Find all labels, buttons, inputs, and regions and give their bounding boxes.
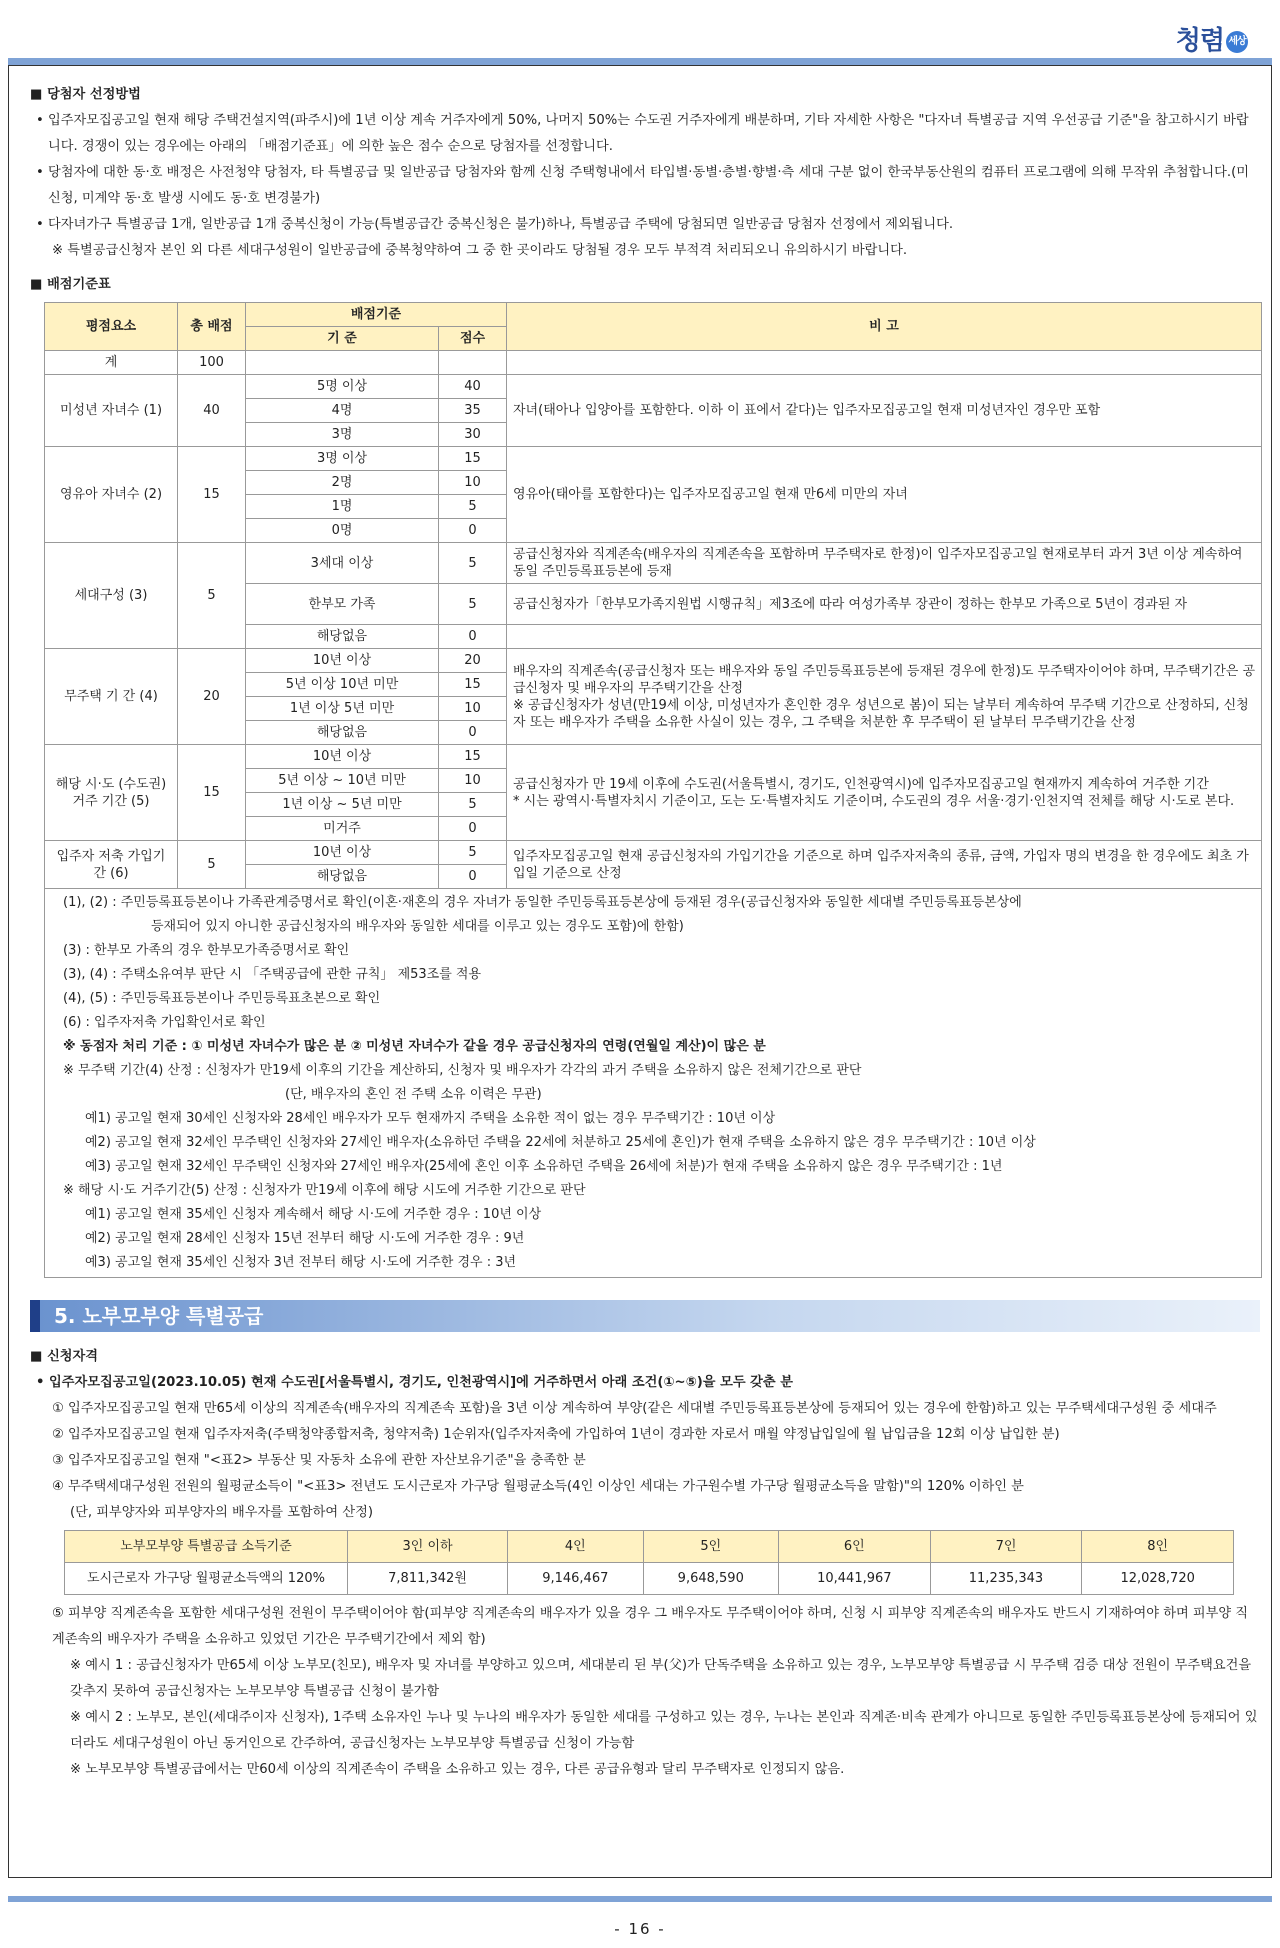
footnote: ※ 무주택 기간(4) 산정 : 신청자가 만19세 이후의 기간을 계산하되, 신청자 및 배우자가 각각의 과거 주택을 소유하지 않은 전체기간으로 판단 (63, 1063, 862, 1078)
cell: 15 (178, 745, 246, 841)
cell: 5 (178, 543, 246, 649)
table-cell: 5 (439, 543, 507, 584)
table-cell: 9,648,590 (643, 1563, 778, 1595)
table-cell: 해당없음 (246, 721, 439, 745)
table-cell: 5년 이상 10년 미만 (246, 673, 439, 697)
footnote: (단, 배우자의 혼인 전 주택 소유 이력은 무관) (285, 1087, 542, 1102)
cell: 100 (178, 351, 246, 375)
table-cell: 도시근로자 가구당 월평균소득액의 120% (65, 1563, 348, 1595)
cell-remark (507, 745, 1262, 841)
condition: ① 입주자모집공고일 현재 만65세 이상의 직계존속(배우자의 직계존속 포함)을 3년 이상 계속하여 부양(같은 세대별 주민등록표등본상에 등재되어 있는 경우에 한함)하고 있는 무주택세대구성원 중 세대주 (52, 1401, 1217, 1416)
condition: ④ 무주택세대구성원 전원의 월평균소득이 "<표3> 전년도 도시근로자 가구당 월평균소득(4인 이상인 세대는 가구원수별 가구당 월평균소득을 말함)"의 120% 이하인 분 (52, 1479, 1024, 1494)
cell-remark: 공급신청자가「한부모가족지원법 시행규칙」제3조에 따라 여성가족부 장관이 정하는 한부모 가족으로 5년이 경과된 자 (507, 584, 1262, 625)
table-cell: 미거주 (246, 817, 439, 841)
cell: 20 (178, 649, 246, 745)
table-cell: 7,811,342원 (348, 1563, 508, 1595)
table-cell: 15 (439, 447, 507, 471)
table-cell: 공급신청자가 만 19세 이후에 수도권(서울특별시, 경기도, 인천광역시)에 입주자모집공고일 현재까지 계속하여 거주한 기간 (513, 776, 1209, 792)
table-cell: 0명 (246, 519, 439, 543)
cell-remark: 자녀(태아나 입양아를 포함한다. 이하 이 표에서 같다)는 입주자모집공고일 현재 미성년자인 경우만 포함 (507, 375, 1262, 447)
table-cell: 20 (439, 649, 507, 673)
table-cell: 1년 이상 ~ 5년 미만 (246, 793, 439, 817)
logo (1176, 20, 1250, 57)
cell: 영유아 자녀수 (2) (45, 447, 178, 543)
table-cell: 5 (439, 793, 507, 817)
footnote: 예1) 공고일 현재 30세인 신청자와 28세인 배우자가 모두 현재까지 주택을 소유한 적이 없는 경우 무주택기간 : 10년 이상 (85, 1111, 776, 1126)
footnote: ※ 동점자 처리 기준 : ① 미성년 자녀수가 많은 분 ② 미성년 자녀수가 같을 경우 공급신청자의 연령(연월일 계산)이 많은 분 (63, 1039, 766, 1054)
table-cell: 배우자의 직계존속(공급신청자 또는 배우자와 동일 주민등록표등본에 등재된 경우에 한정)도 무주택자이어야 하며, 무주택기간은 공급신청자 및 배우자의 무주택기간을 산정 (513, 663, 1255, 696)
table-cell: * 시는 광역시·특별자치시 기준이고, 도는 도·특별자치도 기준이며, 수도권의 경우 서울·경기·인천지역 전체를 해당 시·도로 본다. (513, 793, 1235, 809)
bullet: • 다자녀가구 특별공급 1개, 일반공급 1개 중복신청이 가능(특별공급간 중복신청은 불가)하나, 특별공급 주택에 당첨되면 일반공급 당첨자 선정에서 제외됩니다. (30, 212, 1260, 238)
footnote: (4), (5) : 주민등록표등본이나 주민등록표초본으로 확인 (63, 991, 381, 1006)
cell-remark: 영유아(태아를 포함한다)는 입주자모집공고일 현재 만6세 미만의 자녀 (507, 447, 1262, 543)
footnote: 예3) 공고일 현재 32세인 무주택인 신청자와 27세인 배우자(25세에 혼인 이후 소유하던 주택을 26세에 처분)가 현재 주택을 소유하지 않은 경우 무주택기간 : 1년 (85, 1159, 1003, 1174)
score-table (44, 302, 1262, 889)
th-remark: 비 고 (507, 303, 1262, 351)
table-cell: 한부모 가족 (246, 584, 439, 625)
condition: ⑤ 피부양 직계존속을 포함한 세대구성원 전원이 무주택이어야 함(피부양 직계존속의 배우자가 있을 경우 그 배우자도 무주택이어야 하며, 신청 시 피부양 직계존속의 배우자도 반드시 기재하여야 하며 피부양 직계존속의 배우자가 주택을 소유하고 있었던 기간은 무주택기간에서 제외 함) (52, 1606, 1249, 1647)
table-cell: 10,441,967 (779, 1563, 931, 1595)
table-cell: 청렴 (1175, 26, 1224, 56)
footnote: 등재되어 있지 아니한 공급신청자의 배우자와 동일한 세대를 이루고 있는 경우도 포함)에 한함) (151, 919, 684, 934)
condition: (단, 피부양자와 피부양자의 배우자를 포함하여 산정) (70, 1505, 373, 1520)
table-cell: 7인 (930, 1531, 1082, 1563)
table-cell: 15 (439, 745, 507, 769)
top-rule (8, 58, 1272, 65)
table-cell: 노부모부양 특별공급 소득기준 (65, 1531, 348, 1563)
cell: 세대구성 (3) (45, 543, 178, 649)
table-cell: 0 (439, 519, 507, 543)
table-cell: 8인 (1082, 1531, 1234, 1563)
table-cell: 0 (439, 721, 507, 745)
table-cell: 5명 이상 (246, 375, 439, 399)
content (30, 80, 1260, 1783)
table-cell: 1명 (246, 495, 439, 519)
bottom-rule (8, 1896, 1272, 1902)
table-cell: 10년 이상 (246, 649, 439, 673)
table-cell: 5 (439, 584, 507, 625)
table-cell: 40 (439, 375, 507, 399)
section-heading: 5. 노부모부양 특별공급 (30, 1300, 1260, 1332)
table-cell: 35 (439, 399, 507, 423)
table-cell: 10년 이상 (246, 841, 439, 865)
example: ※ 예시 1 : 공급신청자가 만65세 이상 노부모(친모), 배우자 및 자녀를 부양하고 있으며, 세대분리 된 부(父)가 단독주택을 소유하고 있는 경우, 노부모부양 특별공급 시 무주택 검증 대상 전원이 무주택요건을 갖추지 못하여 공급신청자는 노부모부양 특별공급 신청이 불가함 (70, 1658, 1252, 1699)
income-table (64, 1530, 1234, 1595)
th-total: 총 배점 (178, 303, 246, 351)
table-cell: 해당없음 (246, 865, 439, 889)
page-number: - 16 - (614, 1920, 666, 1938)
note: ※ 특별공급신청자 본인 외 다른 세대구성원이 일반공급에 중복청약하여 그 중 한 곳이라도 당첨될 경우 모두 부적격 처리되오니 유의하시기 바랍니다. (52, 243, 908, 258)
table-cell: 15 (439, 673, 507, 697)
table-cell: 6인 (779, 1531, 931, 1563)
cell-remark: 입주자모집공고일 현재 공급신청자의 가입기간을 기준으로 하며 입주자저축의 종류, 금액, 가입자 명의 변경을 한 경우에도 최초 가입일 기준으로 산정 (507, 841, 1262, 889)
cell: 입주자 저축 가입기간 (6) (45, 841, 178, 889)
table-cell: 10 (439, 471, 507, 495)
bullet: • 입주자모집공고일 현재 해당 주택건설지역(파주시)에 1년 이상 계속 거주자에게 50%, 나머지 50%는 수도권 거주자에게 배분하며, 기타 자세한 사항은 "다자녀 특별공급 지역 우선공급 기준"을 참고하시기 바랍니다. 경쟁이 있는 경우에는 아래의 「배점기준표」에 의한 높은 점수 순으로 당첨자를 선정합니다. (30, 108, 1260, 160)
table-cell: 5 (439, 841, 507, 865)
footnote: (3) : 한부모 가족의 경우 한부모가족증명서로 확인 (63, 943, 350, 958)
th-factor: 평점요소 (45, 303, 178, 351)
footnote: 예2) 공고일 현재 32세인 무주택인 신청자와 27세인 배우자(소유하던 주택을 22세에 처분하고 25세에 혼인)가 현재 주택을 소유하지 않은 경우 무주택기간 : 10년 이상 (85, 1135, 1036, 1150)
th-basis: 기 준 (246, 327, 439, 351)
table-cell: 5 (439, 495, 507, 519)
table-cell: 0 (439, 817, 507, 841)
bullet: • 당첨자에 대한 동·호 배정은 사전청약 당첨자, 타 특별공급 및 일반공급 당첨자와 함께 신청 주택형내에서 타입별·동별·층별·향별·측 세대 구분 없이 한국부동산원의 컴퓨터 프로그램에 의해 무작위 추첨합니다.(미신청, 미계약 동·호 발생 시에도 동·호 변경불가) (30, 160, 1260, 212)
example: ※ 예시 2 : 노부모, 본인(세대주이자 신청자), 1주택 소유자인 누나 및 누나의 배우자가 동일한 세대를 구성하고 있는 경우, 누나는 본인과 직계존·비속 관계가 아니므로 동일한 주민등록표등본상에 등재되어 있더라도 세대구성원이 아닌 동거인으로 간주하여, 공급신청자는 노부모부양 특별공급 신청이 가능함 (70, 1710, 1258, 1751)
section-title: ■ 신청자격 (30, 1344, 1260, 1370)
table-cell: 12,028,720 (1082, 1563, 1234, 1595)
table-cell: 4명 (246, 399, 439, 423)
footnote: (6) : 입주자저축 가입확인서로 확인 (63, 1015, 266, 1030)
th-criteria: 배점기준 (246, 303, 507, 327)
table-cell: 4인 (508, 1531, 643, 1563)
table-cell: 2명 (246, 471, 439, 495)
table-cell: 9,146,467 (508, 1563, 643, 1595)
cell: 해당 시·도 (수도권) 거주 기간 (5) (45, 745, 178, 841)
section-title: ■ 당첨자 선정방법 (30, 82, 1260, 108)
cell: 5 (178, 841, 246, 889)
condition: ② 입주자모집공고일 현재 입주자저축(주택청약종합저축, 청약저축) 1순위자(입주자저축에 가입하여 1년이 경과한 자로서 매월 약정납입일에 월 납입금을 12회 이상 납입한 분) (52, 1427, 1060, 1442)
cell: 15 (178, 447, 246, 543)
table-cell: 10 (439, 769, 507, 793)
table-cell: 3명 (246, 423, 439, 447)
table-cell: 11,235,343 (930, 1563, 1082, 1595)
table-cell: ※ 공급신청자가 성년(만19세 이상, 미성년자가 혼인한 경우 성년으로 봄)이 되는 날부터 계속하여 무주택 기간으로 산정하되, 신청자 또는 배우자가 주택을 소유한 사실이 있는 경우, 그 주택을 처분한 후 무주택이 된 날부터 무주택기간을 산정 (513, 697, 1249, 730)
example: ※ 노부모부양 특별공급에서는 만60세 이상의 직계존속이 주택을 소유하고 있는 경우, 다른 공급유형과 달리 무주택자로 인정되지 않음. (70, 1762, 845, 1777)
logo-badge: 세상 (1226, 31, 1248, 53)
table-cell: 1년 이상 5년 미만 (246, 697, 439, 721)
condition: ③ 입주자모집공고일 현재 "<표2> 부동산 및 자동차 소유에 관한 자산보유기준"을 충족한 분 (52, 1453, 586, 1468)
table-cell: 10 (439, 697, 507, 721)
table-cell: 3인 이하 (348, 1531, 508, 1563)
table-cell: 5년 이상 ~ 10년 미만 (246, 769, 439, 793)
table-cell: 3명 이상 (246, 447, 439, 471)
table-cell: 3세대 이상 (246, 543, 439, 584)
footnote: 예2) 공고일 현재 28세인 신청자 15년 전부터 해당 시·도에 거주한 경우 : 9년 (85, 1231, 525, 1246)
footnote: (1), (2) : 주민등록표등본이나 가족관계증명서로 확인(이혼·재혼의 경우 자녀가 동일한 주민등록표등본상에 등재된 경우(공급신청자와 동일한 세대별 주민등록표등본상에 (63, 895, 1022, 910)
footnote: ※ 해당 시·도 거주기간(5) 산정 : 신청자가 만19세 이후에 해당 시도에 거주한 기간으로 판단 (63, 1183, 586, 1198)
footnote: (3), (4) : 주택소유여부 판단 시 「주택공급에 관한 규칙」 제53조를 적용 (63, 967, 482, 982)
table-cell: 0 (439, 865, 507, 889)
bullet: • 입주자모집공고일(2023.10.05) 현재 수도권[서울특별시, 경기도, 인천광역시]에 거주하면서 아래 조건(①~⑤)을 모두 갖춘 분 (30, 1370, 1260, 1396)
table-cell: 10년 이상 (246, 745, 439, 769)
table-cell: 0 (439, 625, 507, 649)
table-cell: 5인 (643, 1531, 778, 1563)
cell: 무주택 기 간 (4) (45, 649, 178, 745)
footnote: 예3) 공고일 현재 35세인 신청자 3년 전부터 해당 시·도에 거주한 경우 : 3년 (85, 1255, 517, 1270)
cell-remark (507, 649, 1262, 745)
cell: 40 (178, 375, 246, 447)
table-cell: 30 (439, 423, 507, 447)
cell: 계 (45, 351, 178, 375)
th-score: 점수 (439, 327, 507, 351)
footnote: 예1) 공고일 현재 35세인 신청자 계속해서 해당 시·도에 거주한 경우 : 10년 이상 (85, 1207, 542, 1222)
section-title: ■ 배점기준표 (30, 272, 1260, 298)
cell-remark: 공급신청자와 직계존속(배우자의 직계존속을 포함하며 무주택자로 한정)이 입주자모집공고일 현재로부터 과거 3년 이상 계속하여 동일 주민등록표등본에 등재 (507, 543, 1262, 584)
table-cell: 해당없음 (246, 625, 439, 649)
cell: 미성년 자녀수 (1) (45, 375, 178, 447)
